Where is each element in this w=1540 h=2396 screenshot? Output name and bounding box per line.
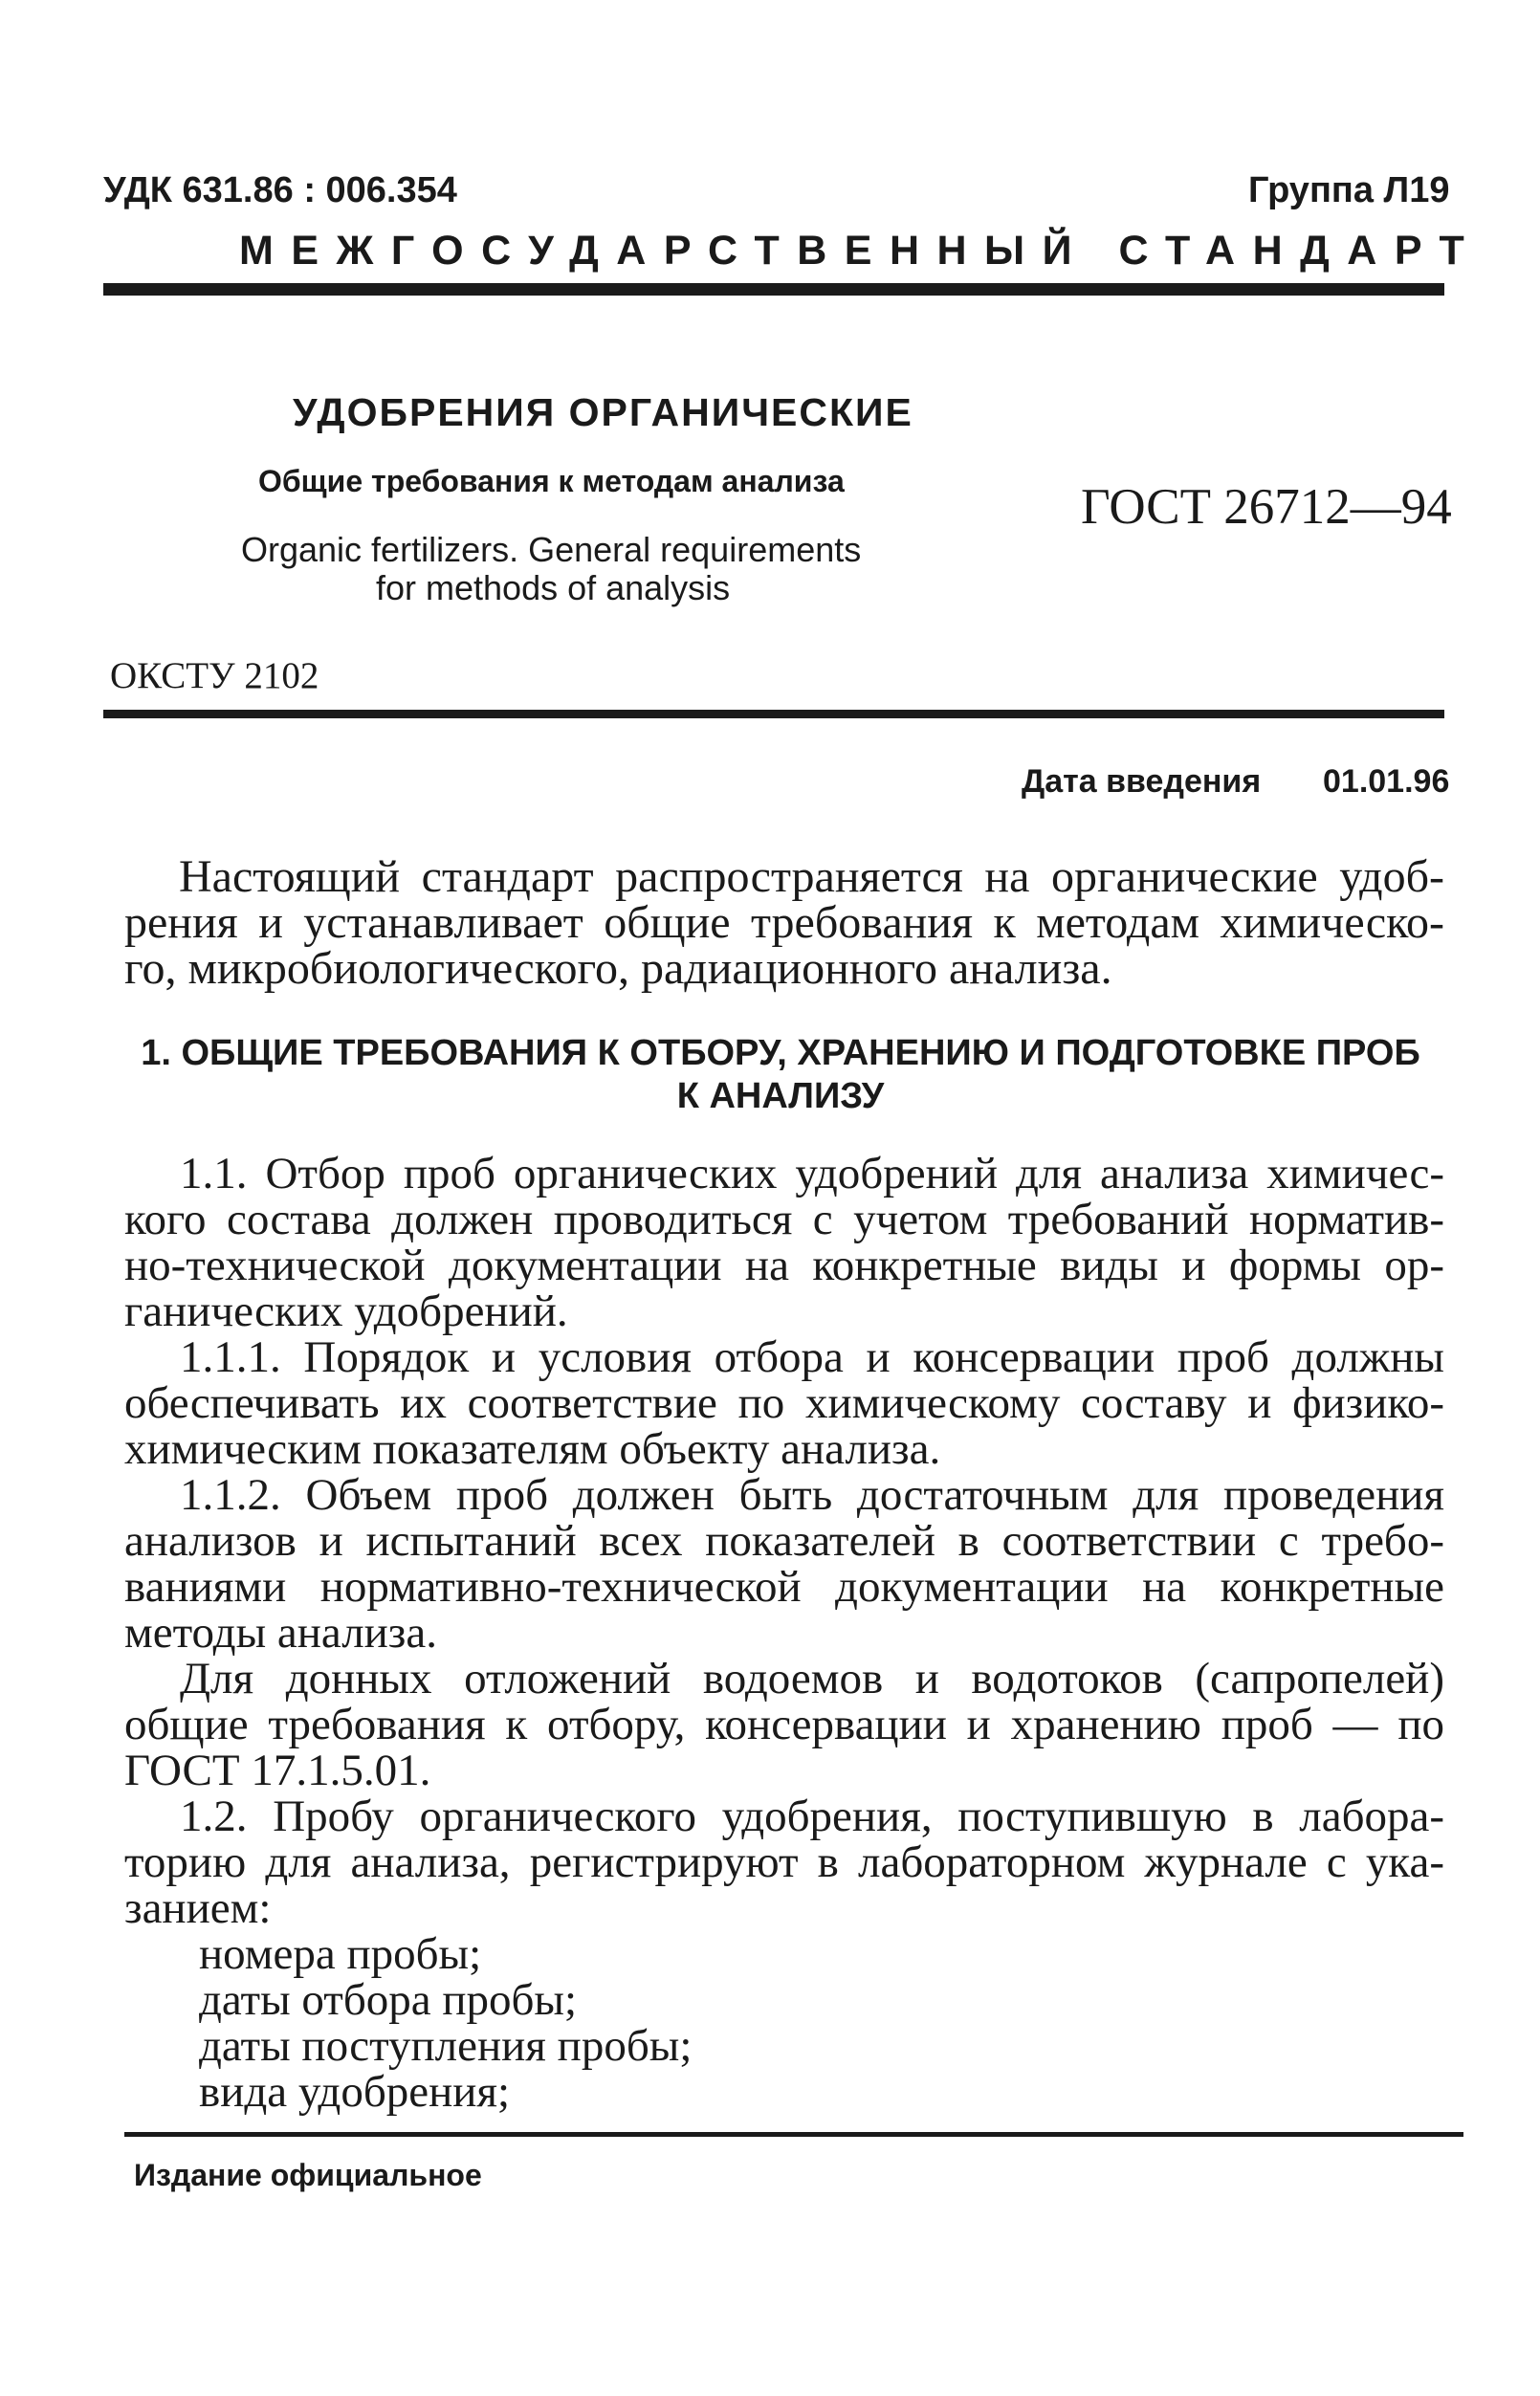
text-line: но-технической документации на конкретные виды и формы ор- bbox=[124, 1241, 1444, 1290]
section-1-heading-line1: 1. ОБЩИЕ ТРЕБОВАНИЯ К ОТБОРУ, ХРАНЕНИЮ И ПОДГОТОВКЕ ПРОБ bbox=[141, 1033, 1420, 1073]
text-line: занием: bbox=[124, 1883, 272, 1933]
registration-list bbox=[199, 1931, 1347, 2115]
text-line: общие требования к отбору, консервации и хранению проб — по bbox=[124, 1700, 1444, 1749]
list-item: даты поступления пробы; bbox=[199, 2021, 693, 2071]
text-line: торию для анализа, регистрируют в лабораторном журнале с ука- bbox=[124, 1837, 1444, 1887]
text-line: обеспечивать их соответствие по химическому составу и физико- bbox=[124, 1378, 1444, 1428]
text-line: 1.2. Пробу органического удобрения, поступившую в лабора- bbox=[180, 1792, 1444, 1841]
text-line: методы анализа. bbox=[124, 1608, 437, 1658]
title-rule bbox=[103, 710, 1444, 718]
paragraph-sapropel bbox=[124, 1656, 1444, 1793]
intro-date-value: 01.01.96 bbox=[1323, 763, 1450, 800]
text-line: ваниями нормативно-технической документации на конкретные bbox=[124, 1562, 1444, 1612]
text-line: ганических удобрений. bbox=[124, 1286, 568, 1336]
text-line: 1.1.2. Объем проб должен быть достаточным для проведения bbox=[180, 1470, 1444, 1520]
english-title-line1: Organic fertilizers. General requirements bbox=[241, 530, 862, 569]
paragraph-1-1-2 bbox=[124, 1472, 1444, 1656]
document-title: УДОБРЕНИЯ ОРГАНИЧЕСКИЕ bbox=[293, 390, 913, 434]
section-1-heading-line2: К АНАЛИЗУ bbox=[676, 1076, 885, 1116]
official-edition-note: Издание официальное bbox=[134, 2158, 482, 2192]
text-line: го, микробиологического, радиационного анализа. bbox=[124, 943, 1112, 994]
english-title-line2: for methods of analysis bbox=[376, 568, 731, 607]
text-line: 1.1.1. Порядок и условия отбора и консервации проб должны bbox=[180, 1332, 1444, 1382]
text-line: Для донных отложений водоемов и водотоков (сапропелей) bbox=[180, 1654, 1444, 1704]
group-code: Группа Л19 bbox=[1248, 170, 1450, 210]
document-subtitle: Общие требования к методам анализа bbox=[258, 464, 845, 498]
gost-number: ГОСТ 26712—94 bbox=[1081, 479, 1452, 535]
udk-code: УДК 631.86 : 006.354 bbox=[103, 170, 457, 210]
text-line: рения и устанавливает общие требования к методам химическо- bbox=[124, 897, 1444, 948]
text-line: Настоящий стандарт распространяется на органические удоб- bbox=[179, 851, 1444, 902]
interstate-standard-heading: МЕЖГОСУДАРСТВЕННЫЙ СТАНДАРТ bbox=[239, 228, 1483, 274]
list-item: даты отбора пробы; bbox=[199, 1975, 578, 2025]
paragraph-1-2 bbox=[124, 1793, 1444, 1931]
footer-rule bbox=[124, 2132, 1463, 2137]
intro-paragraph bbox=[124, 851, 1444, 994]
text-line: ГОСТ 17.1.5.01. bbox=[124, 1746, 431, 1795]
paragraph-1-1 bbox=[124, 1151, 1444, 1334]
intro-date-label: Дата введения bbox=[1022, 763, 1262, 800]
paragraph-1-1-1 bbox=[124, 1334, 1444, 1472]
text-line: анализов и испытаний всех показателей в соответствии с требо- bbox=[124, 1516, 1444, 1566]
header-rule bbox=[103, 283, 1444, 296]
text-line: химическим показателям объекту анализа. bbox=[124, 1424, 941, 1474]
okstu-code: ОКСТУ 2102 bbox=[110, 655, 319, 696]
text-line: 1.1. Отбор проб органических удобрений для анализа химичес- bbox=[180, 1149, 1444, 1198]
list-item: вида удобрения; bbox=[199, 2067, 511, 2117]
text-line: кого состава должен проводиться с учетом требований норматив- bbox=[124, 1195, 1444, 1244]
list-item: номера пробы; bbox=[199, 1929, 482, 1979]
